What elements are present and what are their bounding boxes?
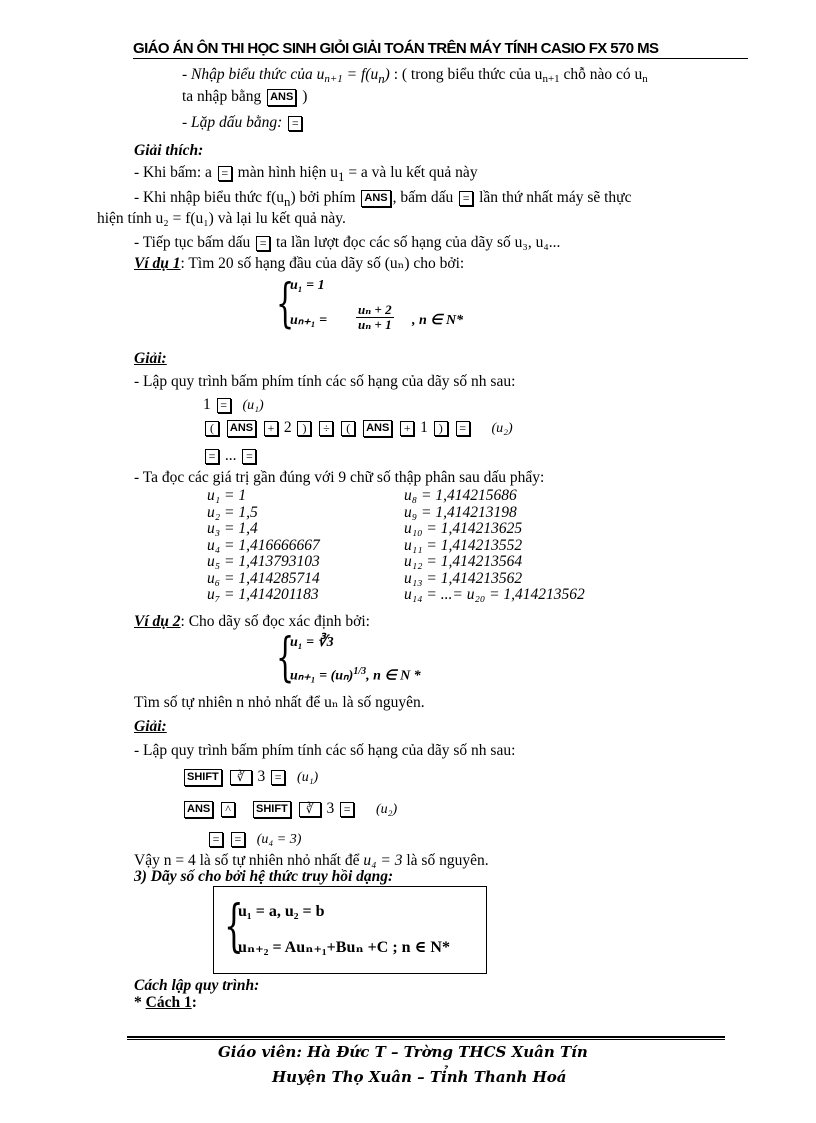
section-3-heading: 3) Dãy số cho bởi hệ thức truy hồi dạng: — [134, 868, 394, 885]
formula-tail: , n ∈ N * — [366, 668, 421, 684]
text: - Nhập biểu thức của u — [182, 66, 325, 83]
recurrence-box — [213, 886, 487, 974]
equals-key: = — [256, 236, 270, 251]
text: - Lặp dấu bằng: — [182, 114, 283, 131]
note: (u₁) — [297, 770, 319, 785]
text: lần thứ nhất máy sẽ thực — [475, 189, 632, 206]
value: 1 — [420, 419, 428, 436]
method-label: Cách 1 — [145, 994, 192, 1011]
colon: : — [191, 994, 197, 1011]
note: (u₂) — [376, 802, 398, 817]
note: (u₂) — [491, 421, 513, 436]
equals-key: = — [459, 191, 473, 206]
procedure2-row-3 — [207, 829, 301, 849]
right-paren-key: ) — [297, 421, 311, 436]
text: Vậy n = 4 là số tự nhiên nhỏ nhất để — [134, 852, 360, 869]
footer-rule — [127, 1036, 725, 1038]
line-find-n: Tìm số tự nhiên n nhỏ nhất để uₙ là số nguyên. — [134, 694, 425, 711]
equals-key: = — [231, 832, 245, 847]
text: ta nhập bằng — [182, 88, 262, 105]
value: 2 — [283, 419, 292, 436]
text: - Khi bấm: a — [134, 164, 212, 181]
footer-line-2: Huyện Thọ Xuân – Tỉnh Thanh Hoá — [272, 1068, 567, 1086]
left-paren-key: ( — [341, 421, 355, 436]
heading-solution-2: Giải: — [134, 718, 167, 735]
text: : Tìm 20 số hạng đầu của dãy số (uₙ) cho bởi: — [180, 255, 465, 272]
line-press-a — [134, 163, 478, 186]
footer-rule — [127, 1039, 725, 1040]
procedure-row-2 — [203, 418, 513, 438]
line-continue — [134, 233, 560, 252]
seq-item: u₁₁ = 1,414213552 — [404, 536, 523, 554]
cube-root-key: ∛ — [230, 770, 252, 785]
seq-item: u₉ = 1,414213198 — [404, 503, 517, 521]
seq-item: u₁ = 1 — [207, 487, 247, 504]
procedure-row-1 — [203, 395, 264, 415]
right-paren-key: ) — [434, 421, 448, 436]
line-procedure: - Lập quy trình bấm phím tính các số hạng của dãy số nh sau: — [134, 373, 516, 390]
sequence-left-column — [207, 488, 320, 604]
value: 1 — [203, 396, 211, 413]
text: ) bởi phím — [290, 189, 356, 206]
fraction — [356, 303, 394, 332]
brace: { — [224, 894, 244, 959]
equals-key: = — [271, 770, 285, 785]
formula-base: uₙ₊₁ = (uₙ) — [290, 668, 354, 684]
seq-item: u₈ = 1,414215686 — [404, 487, 517, 504]
formula-line: u₁ = a, u₂ = b — [238, 903, 325, 920]
plus-key: + — [264, 421, 278, 436]
value: 3 — [257, 768, 266, 785]
subscript: n — [284, 194, 291, 210]
power-key: ^ — [221, 802, 235, 817]
line-repeat — [182, 113, 304, 132]
text: : Cho dãy số đọc xác định bởi: — [180, 613, 370, 630]
ans-key: ANS — [361, 190, 390, 207]
text: ) — [302, 88, 308, 105]
line-compute: hiện tính u₂ = f(u₁) và lại lu kết quả này. — [97, 210, 346, 227]
subscript: n — [378, 71, 385, 87]
text: = a và lu kết quả này — [344, 164, 478, 181]
seq-item: u₁₄ = ...= u₂₀ = 1,414213562 — [404, 586, 585, 603]
seq-item: u₅ = 1,413793103 — [207, 553, 320, 570]
seq-item: u₂ = 1,5 — [207, 503, 258, 521]
seq-item: u₁₃ = 1,414213562 — [404, 569, 523, 587]
line-ans — [182, 87, 307, 106]
denominator: uₙ + 1 — [358, 317, 392, 332]
formula-inline: u₄ = 3 — [363, 852, 403, 869]
heading-method: Cách lập quy trình: — [134, 977, 260, 994]
equals-key: = — [242, 449, 256, 464]
cube-root-key: ∛ — [299, 802, 321, 817]
shift-key: SHIFT — [253, 801, 291, 818]
subscript: n — [642, 73, 648, 85]
seq-item: u₆ = 1,414285714 — [207, 569, 320, 587]
heading-solution: Giải: — [134, 350, 167, 367]
text: là số nguyên. — [402, 852, 489, 869]
divide-key: ÷ — [319, 421, 333, 436]
numerator: uₙ + 2 — [358, 302, 392, 317]
left-paren-key: ( — [205, 421, 219, 436]
line-input-expression: - Nhập biểu thức của $un+1 = f(u_n)$ : ( trong biểu thức của un+1 chỗ nào có un — [182, 66, 648, 87]
equals-key: = — [456, 421, 470, 436]
ans-key: ANS — [267, 89, 296, 106]
dots: ... — [224, 447, 237, 464]
note: (u₁) — [242, 398, 264, 413]
example-1 — [134, 254, 464, 273]
ans-key: ANS — [227, 420, 256, 437]
line-procedure-2: - Lập quy trình bấm phím tính các số hạng của dãy số nh sau: — [134, 742, 516, 759]
ans-key: ANS — [363, 420, 392, 437]
ans-key: ANS — [184, 801, 213, 818]
text: : ( trong biểu thức của u — [389, 66, 543, 83]
value: 3 — [326, 800, 335, 817]
heading-explain: Giải thích: — [134, 142, 204, 159]
text: , bấm dấu — [392, 189, 454, 206]
bullet: * — [134, 994, 146, 1011]
equals-key: = — [209, 832, 223, 847]
brace: { — [276, 274, 295, 334]
equals-key: = — [288, 116, 302, 131]
text: ta lần lượt đọc các số hạng của dãy số u₃, u₄... — [276, 234, 561, 251]
formula-line — [290, 666, 421, 685]
subscript: n+1 — [542, 73, 560, 85]
equals-key: = — [205, 449, 219, 464]
example-label: Ví dụ 2 — [134, 613, 181, 630]
seq-item: u₁₀ = 1,414213625 — [404, 520, 523, 537]
text: - Khi nhập biểu thức f(u — [134, 189, 285, 206]
formula-line: u₁ = ∛3 — [290, 635, 334, 650]
seq-item: u₃ = 1,4 — [207, 520, 258, 537]
formula-line: uₙ₊₂ = Auₙ₊₁+Buₙ +C ; n ∈ N* — [238, 939, 450, 956]
equals-key: = — [217, 398, 231, 413]
text: - Tiếp tục bấm dấu — [134, 234, 251, 251]
sequence-right-column — [404, 488, 585, 604]
equals-key: = — [218, 166, 232, 181]
procedure-row-3 — [203, 446, 258, 465]
formula-tail: , n ∈ N* — [412, 313, 464, 328]
shift-key: SHIFT — [184, 769, 222, 786]
method-1 — [134, 993, 197, 1012]
procedure2-row-1 — [182, 767, 318, 787]
seq-item: u₁₂ = 1,414213564 — [404, 553, 523, 570]
equals-key: = — [340, 802, 354, 817]
exponent: 1/3 — [353, 666, 367, 677]
procedure2-row-2 — [182, 799, 397, 819]
note: (u₄ = 3) — [256, 832, 302, 847]
seq-item: u₇ = 1,414201183 — [207, 586, 319, 603]
example-2 — [134, 612, 370, 631]
subscript: 1 — [337, 169, 345, 185]
formula-line: u₁ = 1 — [290, 278, 325, 293]
subscript: n+1 — [324, 73, 343, 85]
example-label: Ví dụ 1 — [134, 255, 181, 272]
footer-line-1: Giáo viên: Hà Đức T – Trờng THCS Xuân Tín — [218, 1043, 588, 1061]
page-header: GIÁO ÁN ÔN THI HỌC SINH GIỎI GIẢI TOÁN TRÊN MÁY TÍNH CASIO FX 570 MS — [133, 40, 748, 59]
seq-item: u₄ = 1,416666667 — [207, 536, 320, 554]
brace: { — [276, 628, 295, 688]
text: chỗ nào có u — [559, 66, 643, 83]
plus-key: + — [400, 421, 414, 436]
text: màn hình hiện u — [237, 164, 338, 181]
line-read-values: - Ta đọc các giá trị gần đúng với 9 chữ số thập phân sau dấu phẩy: — [134, 469, 545, 486]
formula-line: uₙ₊₁ = — [290, 313, 328, 328]
line-fun — [134, 188, 631, 211]
